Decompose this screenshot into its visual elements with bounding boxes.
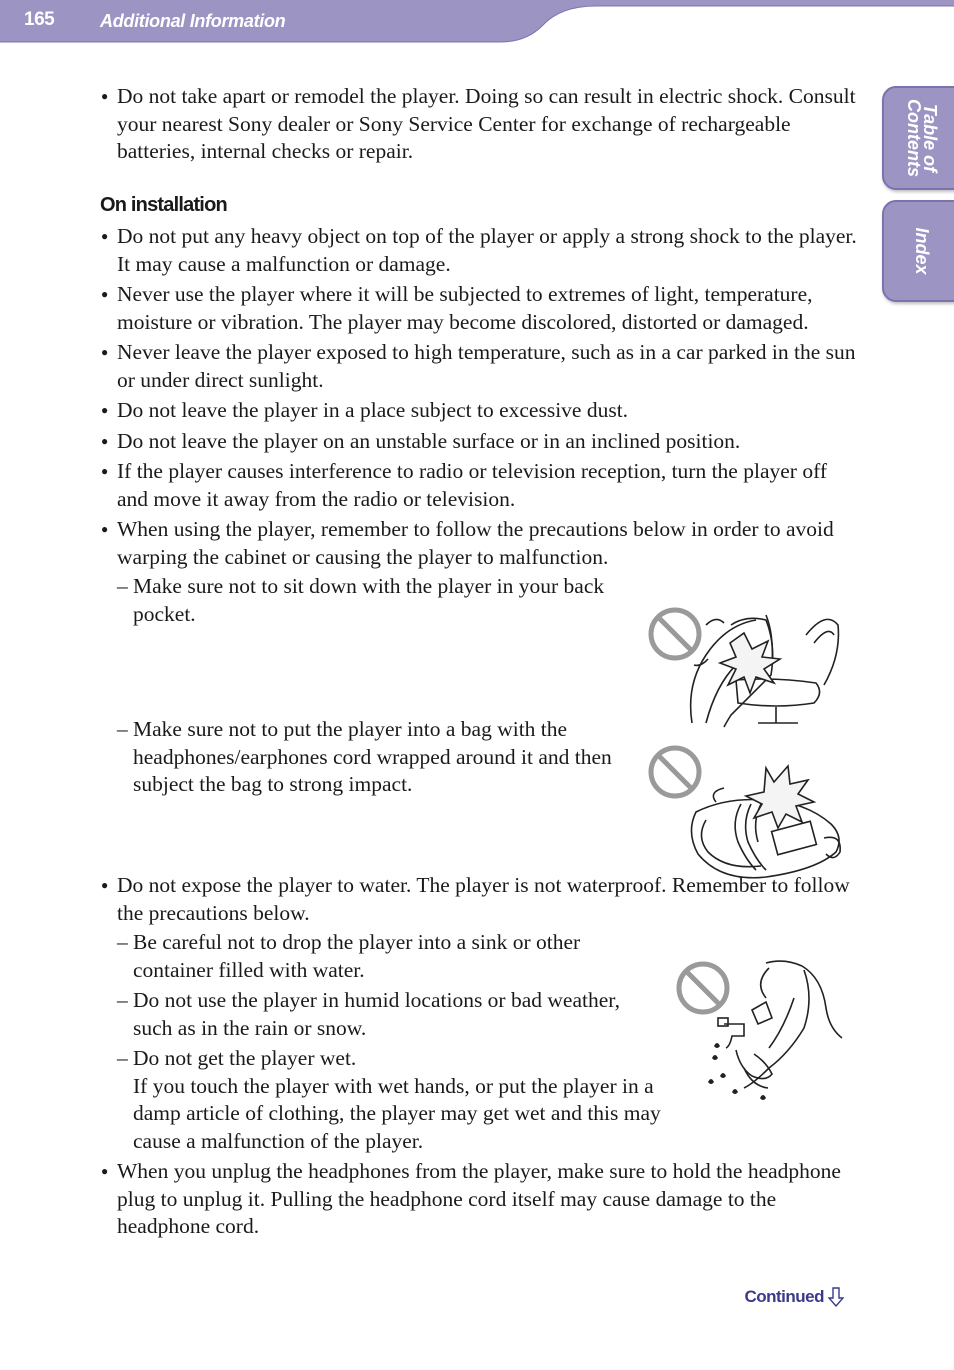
section-heading: On installation — [100, 193, 227, 216]
sub-item: – Do not use the player in humid locations or bad weather, such as in the rain or snow. — [117, 988, 620, 1040]
wet-hands-illustration — [674, 958, 849, 1118]
bag-impact-illustration — [646, 742, 846, 887]
list-item: ● Do not expose the player to water. The player is not waterproof. Remember to follow the precautions below. — [100, 872, 860, 927]
list-item: ● When using the player, remember to follow the precautions below in order to avoid warping the cabinet or causing the player to malfunction. — [100, 516, 860, 571]
sub-item-note: If you touch the player with wet hands, or put the player in a damp article of clothing, the player may get wet and this may cause a malfunction of the player. — [133, 1073, 661, 1153]
list-item: ● Do not put any heavy object on top of the player or apply a strong shock to the player. It may cause a malfunction or damage. — [100, 223, 860, 278]
page-number: 165 — [24, 9, 55, 30]
arrow-down-icon — [828, 1287, 844, 1307]
sub-item-text: Make sure not to put the player into a bag with the headphones/earphones cord wrapped around it and then subject the bag to strong impact. — [133, 717, 612, 796]
prohibited-icon — [679, 964, 727, 1012]
sub-item-text: Be careful not to drop the player into a sink or other container filled with water. — [133, 930, 581, 982]
continued-label: Continued — [744, 1287, 824, 1306]
list-item: ● Never use the player where it will be subjected to extremes of light, temperature, moisture or vibration. The player may become discolored, distorted or damaged. — [100, 281, 860, 336]
tab-table-of-contents[interactable] — [882, 86, 954, 190]
sub-item: – Be careful not to drop the player into a sink or other container filled with water. — [117, 930, 581, 982]
sub-item: – Make sure not to sit down with the player in your back pocket. — [117, 574, 605, 626]
sub-item-text: Do not use the player in humid locations or bad weather, such as in the rain or snow. — [133, 988, 620, 1040]
list-item: ● Never leave the player exposed to high temperature, such as in a car parked in the sun or under direct sunlight. — [100, 339, 860, 394]
sub-item-text: Make sure not to sit down with the player in your back pocket. — [133, 574, 605, 626]
tab-toc-label: Table of Contents — [904, 99, 940, 177]
page-header — [0, 0, 954, 46]
list-item: ● Do not take apart or remodel the player. Doing so can result in electric shock. Consult your nearest Sony dealer or Sony Service Center for exchange of rechargeable batteries, internal checks or repair. — [100, 83, 860, 166]
list-item: ● When you unplug the headphones from the player, make sure to hold the headphone plug to unplug it. Pulling the headphone cord itself may cause damage to the headphone cord. — [100, 1158, 860, 1241]
prohibited-icon — [651, 748, 699, 796]
sub-item-text: Do not get the player wet. — [133, 1046, 357, 1070]
sub-item: – Make sure not to put the player into a bag with the headphones/earphones cord wrapped around it and then subject the bag to strong impact. — [117, 717, 612, 796]
continued-link[interactable] — [744, 1287, 844, 1307]
list-item: ● If the player causes interference to radio or television reception, turn the player off and move it away from the radio or television. — [100, 458, 860, 513]
tab-index-label: Index — [912, 227, 932, 275]
prohibited-icon — [651, 610, 699, 658]
sub-item: – Do not get the player wet. If you touch the player with wet hands, or put the player in a damp article of clothing, the player may get wet and this may cause a malfunction of the player. — [100, 1045, 670, 1155]
list-item: ● Do not leave the player on an unstable surface or in an inclined position. — [100, 428, 860, 456]
sitting-warning-illustration — [646, 605, 846, 730]
list-item: ● Do not leave the player in a place subject to excessive dust. — [100, 397, 860, 425]
section-title: Additional Information — [100, 11, 286, 31]
tab-index[interactable] — [882, 200, 954, 302]
